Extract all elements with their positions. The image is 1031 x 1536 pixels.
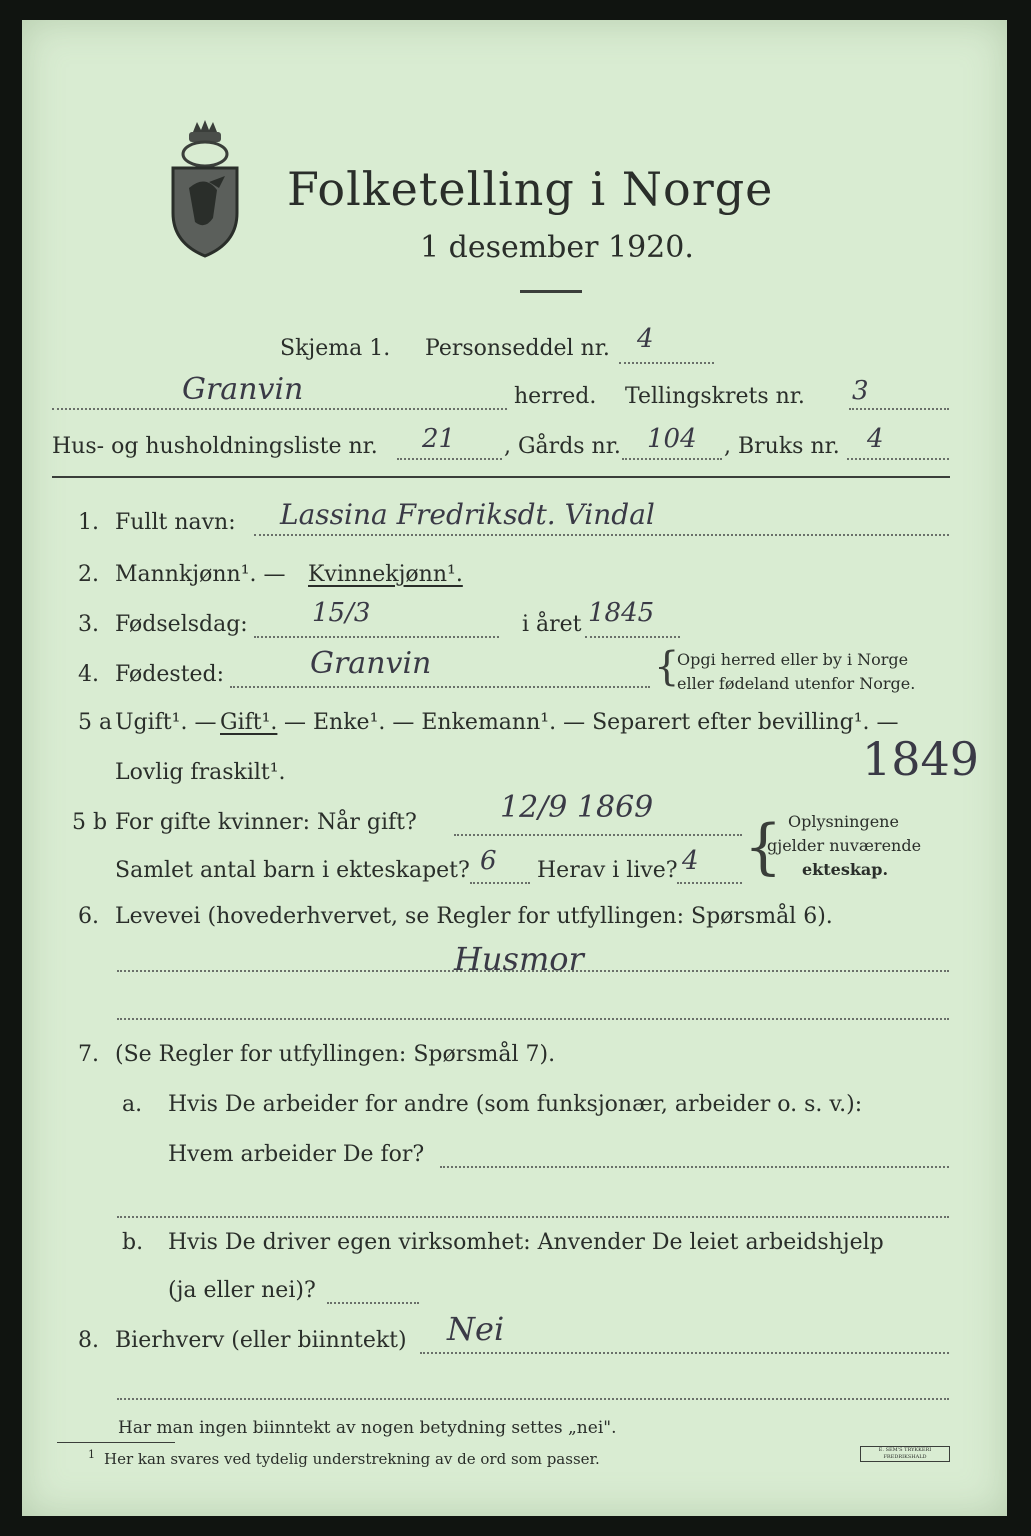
- q6-line-1: [117, 970, 949, 972]
- q4-brace: {: [654, 644, 680, 690]
- q5b-note-3: ekteskap.: [802, 860, 889, 879]
- page-title: Folketelling i Norge: [287, 162, 774, 216]
- q4-note-2: eller fødeland utenfor Norge.: [677, 674, 916, 693]
- tellingskrets-label: Tellingskrets nr.: [625, 384, 805, 409]
- footnote-text: Her kan svares ved tydelig understrekning av de ord som passer.: [104, 1450, 600, 1468]
- title-divider: [520, 290, 582, 293]
- norway-coat-of-arms-icon: [165, 118, 245, 258]
- q3-year-value: 1845: [588, 598, 655, 628]
- bruks-value: 4: [867, 424, 884, 454]
- bruks-line: [847, 458, 949, 460]
- q8-line-1: [420, 1352, 949, 1354]
- q6-label: Levevei (hovederhvervet, se Regler for utfyllingen: Spørsmål 6).: [115, 904, 833, 929]
- q6-value: Husmor: [454, 940, 584, 978]
- q8-line-2: [117, 1398, 949, 1400]
- q7a-line-1: [440, 1166, 949, 1168]
- q1-value: Lassina Fredriksdt. Vindal: [280, 498, 655, 531]
- gards-value: 104: [647, 424, 697, 454]
- tellingskrets-line: [849, 408, 949, 410]
- q5b-value: 12/9 1869: [500, 790, 654, 825]
- q5b-brace: {: [744, 812, 783, 882]
- q8-number: 8.: [78, 1328, 99, 1353]
- q5b-line: [454, 834, 742, 836]
- q7a-question: Hvem arbeider De for?: [168, 1142, 425, 1167]
- hus-label: Hus- og husholdningsliste nr.: [52, 434, 378, 459]
- footnote-mark: 1: [88, 1448, 95, 1461]
- q7a-label: Hvis De arbeider for andre (som funksjonær, arbeider o. s. v.):: [168, 1092, 863, 1117]
- q8-value: Nei: [447, 1310, 505, 1348]
- q5a-option-gift: Gift¹.: [220, 710, 278, 735]
- q2-option-kvinne: Kvinnekjønn¹.: [308, 562, 463, 587]
- q3-value: 15/3: [312, 598, 371, 628]
- q8-label: Bierhverv (eller biinntekt): [115, 1328, 407, 1353]
- q1-number: 1.: [78, 510, 99, 535]
- q3-line: [254, 636, 499, 638]
- q7a-number: a.: [122, 1092, 143, 1117]
- q7a-line-2: [117, 1216, 949, 1218]
- q5a-margin-note: 1849: [862, 732, 980, 786]
- q7b-label: Hvis De driver egen virksomhet: Anvender De leiet arbeidshjelp: [168, 1230, 884, 1255]
- herred-value: Granvin: [182, 372, 304, 407]
- personseddel-label: Personseddel nr.: [425, 336, 610, 361]
- q6-number: 6.: [78, 904, 99, 929]
- q5b-note-2: gjelder nuværende: [767, 836, 922, 855]
- q7b-question: (ja eller nei)?: [168, 1278, 316, 1303]
- q1-line: [254, 534, 949, 536]
- q3-number: 3.: [78, 612, 99, 637]
- q2-option-mann: Mannkjønn¹. —: [115, 562, 286, 587]
- q3-year-line: [585, 636, 680, 638]
- q4-line: [230, 686, 650, 688]
- q1-label: Fullt navn:: [115, 510, 236, 535]
- q5a-options-rest: — Enke¹. — Enkemann¹. — Separert efter bevilling¹. —: [284, 710, 899, 735]
- gards-label: , Gårds nr.: [504, 434, 621, 459]
- tellingskrets-value: 3: [852, 376, 869, 406]
- q7b-number: b.: [122, 1230, 144, 1255]
- q5b-barn-label: Samlet antal barn i ekteskapet?: [115, 858, 470, 883]
- q5b-live-value: 4: [682, 846, 699, 876]
- q3-label: Fødselsdag:: [115, 612, 248, 637]
- q7b-line: [327, 1302, 419, 1304]
- q4-note-1: Opgi herred eller by i Norge: [677, 650, 909, 669]
- q4-label: Fødested:: [115, 662, 225, 687]
- printer-stamp: E. SEM'S TRYKKERI FREDRIKSHALD: [860, 1446, 950, 1462]
- q7-number: 7.: [78, 1042, 99, 1067]
- hus-line: [397, 458, 502, 460]
- header-rule: [52, 476, 950, 478]
- q5a-number: 5 a: [78, 710, 113, 735]
- q5b-label: For gifte kvinner: Når gift?: [115, 810, 417, 835]
- q4-number: 4.: [78, 662, 99, 687]
- gards-line: [622, 458, 722, 460]
- q4-value: Granvin: [310, 646, 432, 681]
- q5b-barn-line: [470, 882, 530, 884]
- q7-label: (Se Regler for utfyllingen: Spørsmål 7).: [115, 1042, 556, 1067]
- census-date: 1 desember 1920.: [420, 230, 694, 265]
- herred-line: [52, 408, 507, 410]
- schema-label: Skjema 1.: [280, 336, 391, 361]
- personseddel-value: 4: [637, 324, 654, 354]
- q5a-option-fraskilt: Lovlig fraskilt¹.: [115, 760, 286, 785]
- bruks-label: , Bruks nr.: [724, 434, 840, 459]
- footnote-rule: [57, 1442, 175, 1443]
- census-form-sheet: [22, 20, 1007, 1516]
- q3-year-label: i året: [522, 612, 582, 637]
- q2-number: 2.: [78, 562, 99, 587]
- personseddel-line: [619, 362, 714, 364]
- q5b-live-line: [677, 882, 742, 884]
- herred-label: herred.: [514, 384, 597, 409]
- biinntekt-note: Har man ingen biinntekt av nogen betydning settes „nei".: [118, 1418, 617, 1438]
- q5b-note-1: Oplysningene: [788, 812, 899, 831]
- q6-line-2: [117, 1018, 949, 1020]
- q5b-live-label: Herav i live?: [537, 858, 678, 883]
- q5b-number: 5 b: [72, 810, 108, 835]
- q5a-option-ugift: Ugift¹. —: [115, 710, 217, 735]
- q5b-barn-value: 6: [480, 846, 497, 876]
- hus-value: 21: [422, 424, 456, 454]
